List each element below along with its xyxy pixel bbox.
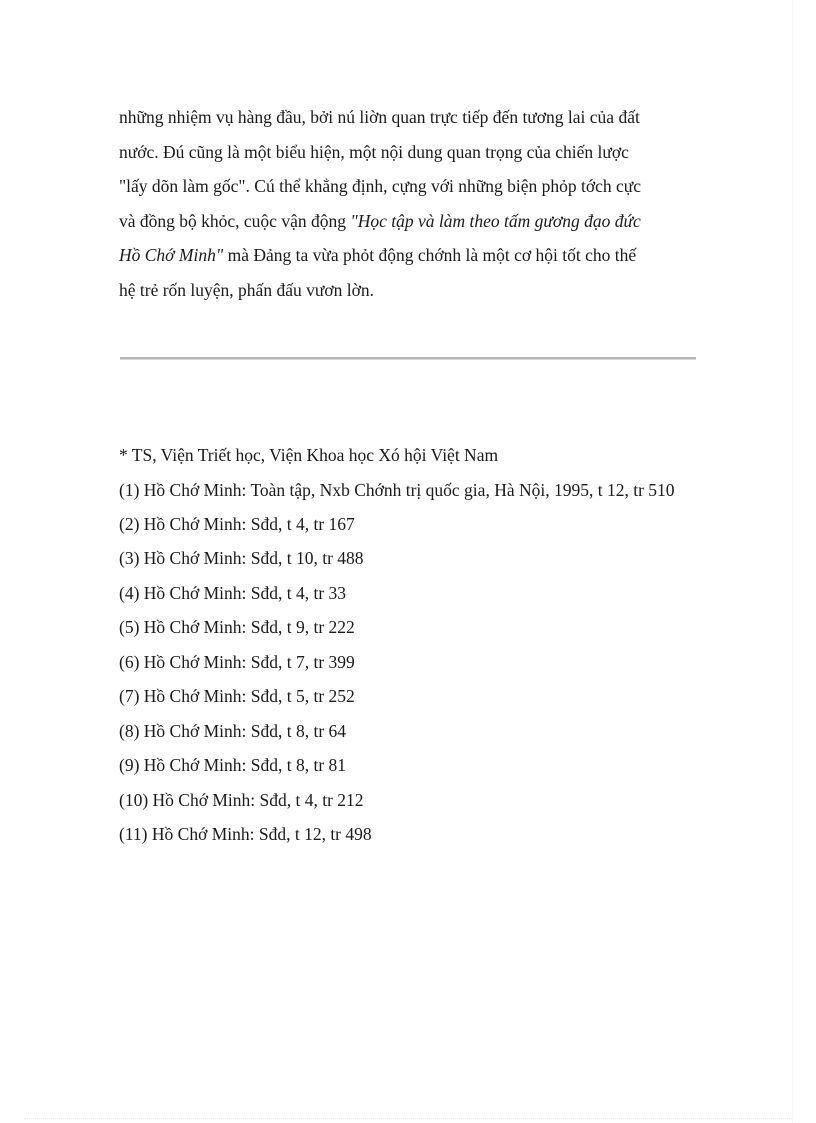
footnote-item: (8) Hồ Chớ Minh: Sđd, t 8, tr 64 [119, 720, 347, 741]
footnote-item: (6) Hồ Chớ Minh: Sđd, t 7, tr 399 [119, 651, 355, 672]
footnote-item: (4) Hồ Chớ Minh: Sđd, t 4, tr 33 [119, 582, 347, 603]
footnote-item: (5) Hồ Chớ Minh: Sđd, t 9, tr 222 [119, 617, 355, 637]
body-text-run: những nhiệm vụ hàng đầu, bởi nú liờn quan trực tiếp đến tương lai của đất [119, 107, 640, 127]
footnote-item: (3) Hồ Chớ Minh: Sđd, t 10, tr 488 [119, 548, 364, 568]
body-line [119, 204, 699, 239]
footnote-item: (11) Hồ Chớ Minh: Sđd, t 12, tr 498 [119, 824, 372, 844]
footnote-item: (10) Hồ Chớ Minh: Sđd, t 4, tr 212 [119, 789, 364, 810]
footnote-item: (7) Hồ Chớ Minh: Sđd, t 5, tr 252 [119, 686, 355, 706]
body-text-run: mà Đảng ta vừa phỏt động chớnh là một cơ hội tốt cho thế [223, 245, 637, 265]
body-text-run: nước. Đú cũng là một biểu hiện, một nội dung quan trọng của chiến lược [119, 141, 629, 162]
body-text-run: và đồng bộ khỏc, cuộc vận động [119, 210, 351, 231]
campaign-title-italic: Hồ Chớ Minh" [119, 245, 224, 265]
body-text-run: hệ trẻ rốn luyện, phấn đấu vươn lờn. [119, 279, 374, 300]
body-line [119, 273, 699, 308]
footnote-item: (1) Hồ Chớ Minh: Toàn tập, Nxb Chớnh trị quốc gia, Hà Nội, 1995, t 12, tr 510 [119, 479, 675, 500]
footnote-separator [120, 357, 696, 360]
body-line [119, 169, 699, 204]
body-paragraph [119, 100, 699, 307]
body-line [119, 100, 699, 135]
footnote-list [119, 438, 709, 852]
campaign-title-italic: "Học tập và làm theo tấm gương đạo đức [350, 210, 641, 231]
footnote-author: * TS, Viện Triết học, Viện Khoa học Xó hội Việt Nam [119, 445, 499, 465]
body-line [119, 238, 699, 273]
body-line [119, 135, 699, 170]
page-right-border [792, 0, 793, 1123]
page-bottom-border [24, 1118, 792, 1119]
footnote-item: (9) Hồ Chớ Minh: Sđd, t 8, tr 81 [119, 755, 347, 775]
footnote-item: (2) Hồ Chớ Minh: Sđd, t 4, tr 167 [119, 513, 355, 534]
body-text-run: "lấy dõn làm gốc". Cú thể khẳng định, cựng với những biện phỏp tớch cực [119, 176, 641, 196]
